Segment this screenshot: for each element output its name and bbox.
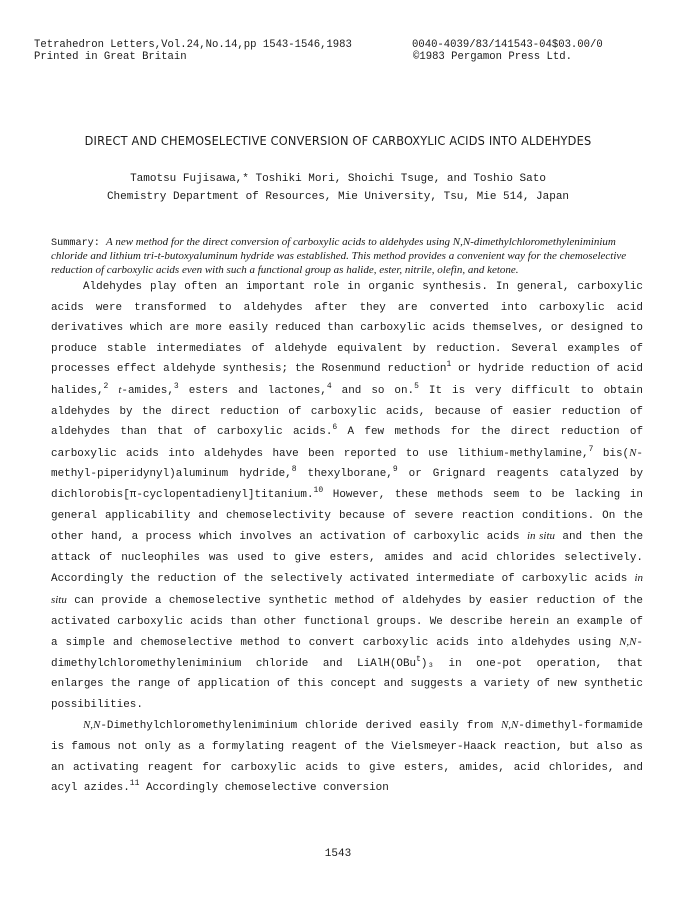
body-paragraph: N,N-Dimethylchloromethyleniminium chloride derived easily from N,N-dimethyl-formamide is famous not only as a formylating reagent of the Vielsmeyer-Haack reaction, but also as an activating reagent for carboxylic acids to give esters, amides, acid chlorides, and acyl azides.$^{11}$ Accordingly chemoselective conversion (51, 719, 643, 795)
copyright-line: ©1983 Pergamon Press Ltd. (413, 51, 572, 63)
reference-marker: 4 (326, 381, 332, 391)
summary-text: A new method for the direct conversion of carboxylic acids to aldehydes using N,N-dimethylchloromethyleniminium chloride and lithium tri-t-butoxyaluminum hydride was established. This method provides a convenient way for the chemoselective reduction of carboxylic acids even with such a functional group as halide, ester, nitrile, olefin, and ketone. (51, 236, 627, 276)
reference-marker: 10 (313, 485, 324, 495)
author-list: Tamotsu Fujisawa,* Toshiki Mori, Shoichi Tsuge, and Toshio Sato (130, 173, 546, 185)
reference-marker: 2 (103, 381, 109, 391)
copyright-block (412, 39, 603, 63)
author-block (0, 170, 676, 206)
reference-marker: 1 (446, 360, 452, 370)
article-title: DIRECT AND CHEMOSELECTIVE CONVERSION OF CARBOXYLIC ACIDS INTO ALDEHYDES (84, 133, 592, 148)
reference-marker: 11 (129, 779, 140, 789)
reference-marker: 3 (173, 381, 179, 391)
affiliation: Chemistry Department of Resources, Mie University, Tsu, Mie 514, Japan (106, 191, 570, 203)
summary-label: Summary: (51, 238, 100, 249)
summary (51, 236, 641, 278)
article-body (51, 277, 643, 799)
printed-in-line: Printed in Great Britain (34, 51, 187, 63)
reference-marker: 8 (291, 465, 297, 475)
reference-marker: 9 (392, 465, 398, 475)
reference-marker: 6 (332, 423, 338, 433)
citation-line: Tetrahedron Letters,Vol.24,No.14,pp 1543-1546,1983 (34, 39, 352, 51)
page-number: 1543 (324, 848, 352, 860)
issn-line: 0040-4039/83/141543-04$03.00/0 (412, 39, 603, 51)
body-paragraph: Aldehydes play often an important role in organic synthesis. In general, carboxylic acids were transformed to aldehydes after they are converted into carboxylic acid derivatives which are more easily reduced than carboxylic acids themselves, or designed to produce stable intermediates of aldehyde equivalent by reduction. Several examples of processes effect aldehyde synthesis; the Rosenmund reduction$^1$ or hydride reduction of acid halides,$^2$ t-amides,$^3$ esters and lactones,$^4$ and so on.$^5$ It is very difficult to obtain aldehydes by the direct reduction of carboxylic acids, because of easier reduction of aldehydes than that of carboxylic acids.$^6$ A few methods for the direct reduction of carboxylic acids into aldehydes have been reported to use lithium-methylamine,$^7$ bis(N-methyl-piperidynyl)aluminum hydride,$^8$ thexylborane,$^9$ or Grignard reagents catalyzed by dichlorobis[π-cyclopentadienyl]titanium.$^{10}$ However, these methods seem to be lacking in general applicability and chemoselectivity because of severe reaction conditions. On the other hand, a process which involves an activation of carboxylic acids in situ and then the attack of nucleophiles was used to give esters, amides and acid chlorides selectively. Accordingly the reduction of the selectively activated intermediate of carboxylic acids in situ can provide a chemoselective synthetic method of aldehydes by easier reduction of the activated carboxylic acids than other functional groups. We describe herein an example of a simple and chemoselective method to convert carboxylic acids into aldehydes using N,N-dimethylchloromethyleniminium chloride and LiAlH(OBu$^t$)₃ in one-pot operation, that enlarges the range of application of this concept and suggests a variety of new synthetic possibilities. (51, 281, 644, 711)
reference-marker: 5 (414, 381, 419, 391)
reference-marker: 7 (588, 444, 594, 454)
journal-citation (34, 39, 352, 63)
